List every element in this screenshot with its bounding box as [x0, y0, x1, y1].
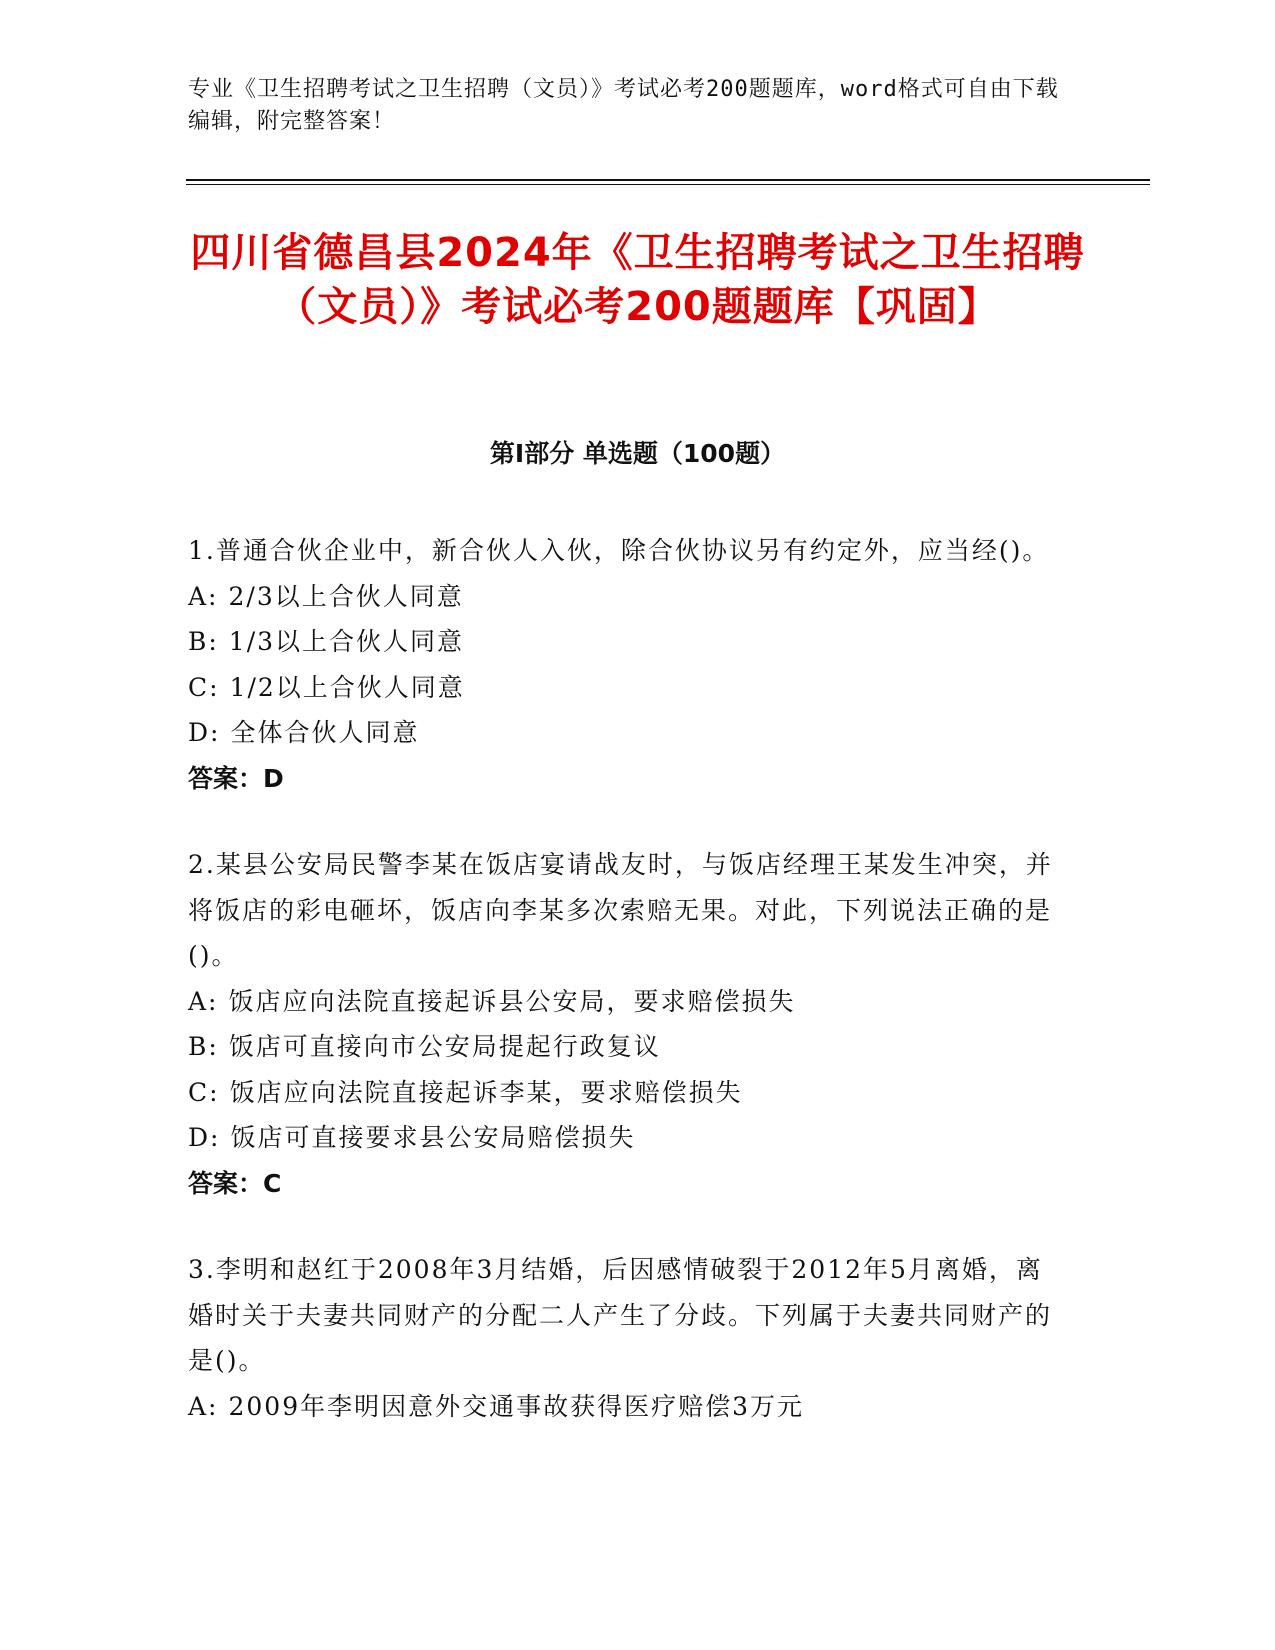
- header-divider: [186, 179, 1150, 181]
- option-text: 饭店可直接向市公安局提起行政复议: [228, 1032, 661, 1061]
- option-key: A:: [188, 1391, 219, 1421]
- option-text: 2009年李明因意外交通事故获得医疗赔偿3万元: [228, 1391, 805, 1421]
- question-3: [188, 1247, 1068, 1429]
- question-stem: 3.李明和赵红于2008年3月结婚，后因感情破裂于2012年5月离婚，离婚时关于夫妻共同财产的分配二人产生了分歧。下列属于夫妻共同财产的是()。: [188, 1255, 1053, 1375]
- option-text: 2/3以上合伙人同意: [228, 581, 464, 611]
- option-a: [188, 574, 1068, 620]
- option-text: 饭店可直接要求县公安局赔偿损失: [230, 1123, 636, 1152]
- answer-label: 答案：: [188, 1168, 264, 1198]
- option-text: 饭店应向法院直接起诉县公安局，要求赔偿损失: [228, 986, 796, 1016]
- question-list: [188, 528, 1068, 1470]
- option-b: [188, 619, 1068, 665]
- question-stem: 2.某县公安局民警李某在饭店宴请战友时，与饭店经理王某发生冲突，并将饭店的彩电砸坏，饭店向李某多次索赔无果。对此，下列说法正确的是()。: [188, 850, 1053, 970]
- question-stem: 1.普通合伙企业中，新合伙人入伙，除合伙协议另有约定外，应当经()。: [188, 536, 1050, 565]
- option-a: [188, 1384, 1068, 1430]
- option-key: D:: [188, 1123, 221, 1152]
- option-key: B:: [188, 1032, 219, 1061]
- option-a: [188, 979, 1068, 1025]
- option-c: [188, 665, 1068, 711]
- option-d: [188, 1115, 1068, 1161]
- option-text: 全体合伙人同意: [230, 718, 420, 747]
- section-title: 第Ⅰ部分 单选题（100题）: [489, 439, 786, 468]
- header-note: 专业《卫生招聘考试之卫生招聘（文员）》考试必考200题题库，word格式可自由下载编辑，附完整答案！: [188, 77, 1059, 134]
- option-key: A:: [188, 986, 219, 1016]
- option-b: [188, 1024, 1068, 1070]
- answer-line: [188, 756, 1068, 802]
- document-title: 四川省德昌县2024年《卫生招聘考试之卫生招聘（文员）》考试必考200题题库【巩固】: [190, 230, 1085, 330]
- header-divider-thin: [186, 184, 1150, 185]
- option-key: A:: [188, 581, 219, 611]
- question-2: [188, 842, 1068, 1206]
- option-key: C:: [188, 1077, 220, 1107]
- option-c: [188, 1070, 1068, 1116]
- answer-value: C: [263, 1168, 282, 1198]
- answer-label: 答案：: [188, 763, 264, 793]
- option-key: D:: [188, 718, 221, 747]
- option-text: 1/2以上合伙人同意: [229, 672, 465, 702]
- answer-value: D: [263, 763, 284, 793]
- option-key: C:: [188, 672, 220, 702]
- answer-line: [188, 1161, 1068, 1207]
- option-text: 1/3以上合伙人同意: [228, 627, 465, 656]
- option-d: [188, 710, 1068, 756]
- question-1: [188, 528, 1068, 801]
- option-text: 饭店应向法院直接起诉李某，要求赔偿损失: [229, 1077, 743, 1107]
- option-key: B:: [188, 627, 219, 656]
